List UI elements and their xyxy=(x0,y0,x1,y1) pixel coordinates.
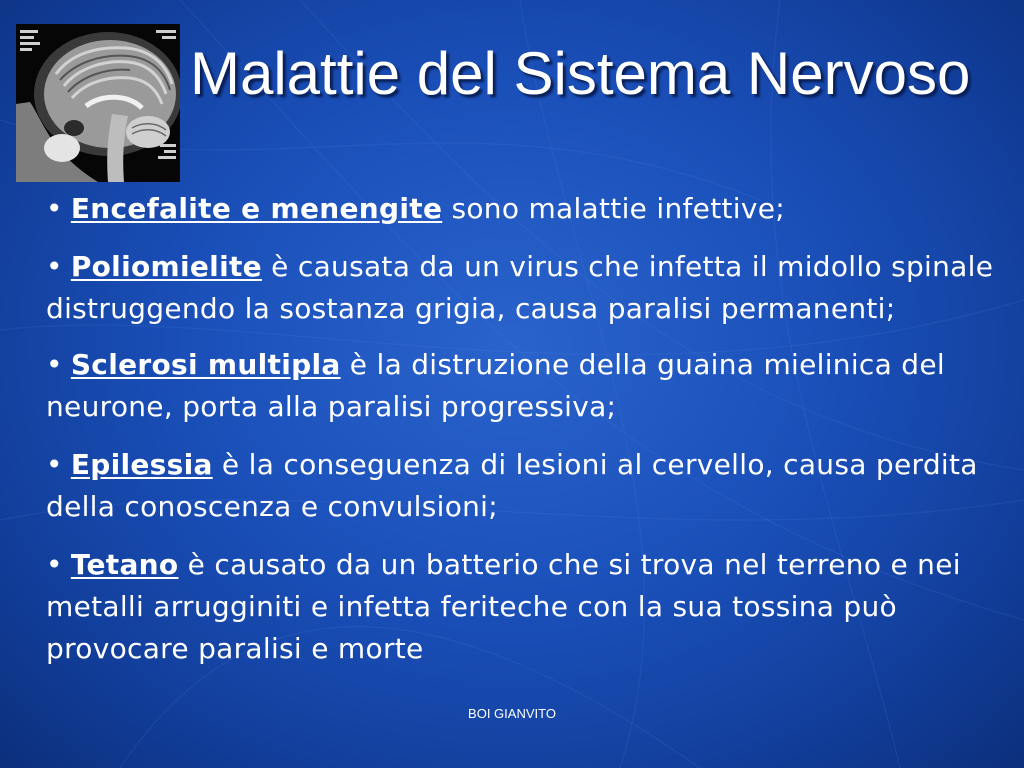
list-item xyxy=(46,246,1006,330)
list-item xyxy=(46,544,1006,670)
disease-term: Sclerosi multipla xyxy=(70,348,341,381)
list-item xyxy=(46,344,1006,428)
disease-description: è causato da un batterio che si trova nel terreno e nei metalli arrugginiti e infetta feriteche con la sua tossina può provocare paralisi e morte xyxy=(46,548,961,665)
bullet-icon: • xyxy=(46,448,63,481)
disease-term: Poliomielite xyxy=(70,250,262,283)
footer-author: BOI GIANVITO xyxy=(468,706,556,721)
disease-description: è la conseguenza di lesioni al cervello, causa perdita della conoscenza e convulsioni; xyxy=(46,448,978,523)
bullet-icon: • xyxy=(46,192,63,225)
disease-term: Encefalite e menengite xyxy=(70,192,443,225)
disease-term: Tetano xyxy=(70,548,179,581)
disease-description: è la distruzione della guaina mielinica del neurone, porta alla paralisi progressiva; xyxy=(46,348,945,423)
disease-description: è causata da un virus che infetta il midollo spinale distruggendo la sostanza grigia, causa paralisi permanenti; xyxy=(46,250,994,325)
bullet-icon: • xyxy=(46,548,63,581)
list-item xyxy=(46,188,1006,230)
brain-mri-image xyxy=(16,24,180,182)
bullet-icon: • xyxy=(46,250,63,283)
list-item xyxy=(46,444,1006,528)
disease-list xyxy=(46,188,1006,686)
bullet-icon: • xyxy=(46,348,63,381)
disease-description: sono malattie infettive; xyxy=(442,192,785,225)
disease-term: Epilessia xyxy=(70,448,213,481)
slide-title: Malattie del Sistema Nervoso xyxy=(190,40,971,107)
